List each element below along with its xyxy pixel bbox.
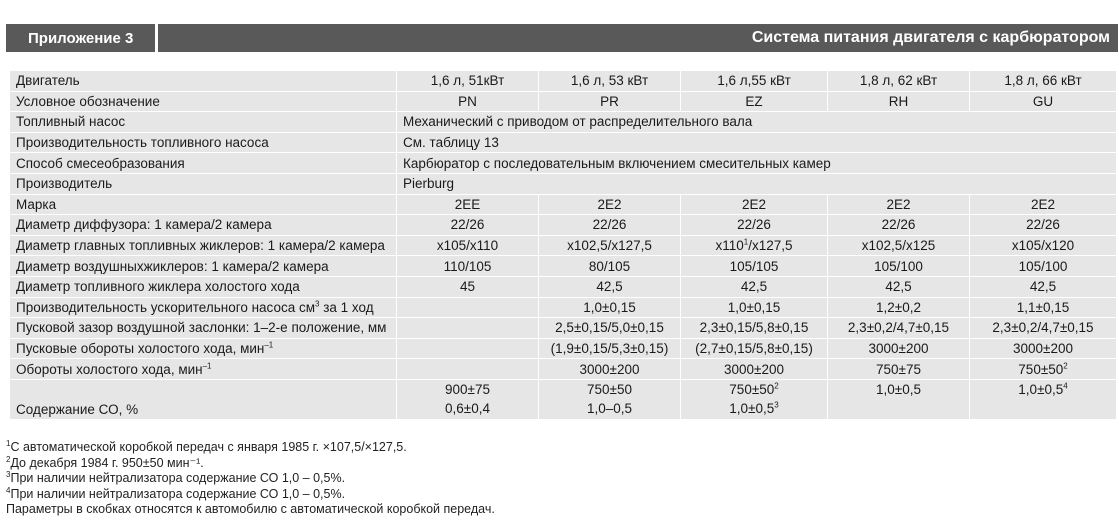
cell [397, 318, 539, 339]
footnotes [6, 440, 495, 518]
cell: 22/26 [397, 215, 539, 236]
cell [681, 379, 828, 419]
cell: (1,9±0,15/5,3±0,15) [539, 338, 681, 359]
label-text-rest: за 1 ход [319, 299, 374, 315]
cell: 3000±200 [970, 338, 1117, 359]
cell: 2,5±0,15/5,0±0,15 [539, 318, 681, 339]
cell: PR [539, 91, 681, 112]
cell: 2E2 [970, 194, 1117, 215]
row-label: Диаметр диффузора: 1 камера/2 камера [10, 215, 397, 236]
cell: 1,0±0,15 [681, 297, 828, 318]
cell: 22/26 [828, 215, 970, 236]
table-row [10, 91, 1117, 112]
cell-value-bottom-wrap [687, 399, 821, 419]
cell: RH [828, 91, 970, 112]
cell: (2,7±0,15/5,8±0,15) [681, 338, 828, 359]
row-label: Топливный насос [10, 112, 397, 133]
cell [681, 235, 828, 256]
appendix-label: Приложение 3 [28, 30, 134, 47]
cell: 1,8 л, 62 кВт [828, 71, 970, 92]
cell-value-bottom: 1,0–0,5 [586, 401, 633, 417]
cell-value-rest: /x127,5 [748, 238, 793, 254]
cell-value-bottom [834, 399, 963, 419]
cell: 1,6 л, 51кВт [397, 71, 539, 92]
cell: 750±75 [828, 359, 970, 380]
table-row [10, 318, 1117, 339]
row-label: Двигатель [10, 71, 397, 92]
table-row [10, 132, 1117, 153]
cell: 42,5 [539, 276, 681, 297]
footnote-text: При наличии нейтрализатора содержание СО 1,0 – 0,5%. [10, 486, 346, 501]
row-label: Способ смесеобразования [10, 153, 397, 174]
table-row [10, 71, 1117, 92]
cell: 1,0±0,15 [539, 297, 681, 318]
cell: 1,8 л, 66 кВт [970, 71, 1117, 92]
cell: GU [970, 91, 1117, 112]
cell: 42,5 [828, 276, 970, 297]
cell: Карбюратор с последовательным включением смесительных камер [397, 153, 1117, 174]
appendix-tab [14, 24, 158, 52]
cell: Pierburg [397, 173, 1117, 194]
superscript: 3 [315, 299, 320, 309]
row-label: Производительность топливного насоса [10, 132, 397, 153]
footnote-ref: 3 [774, 400, 779, 410]
cell: 2E2 [828, 194, 970, 215]
cell: 1,1±0,15 [970, 297, 1117, 318]
spec-table [9, 70, 1117, 420]
row-label: Диаметр воздушныхжиклеров: 1 камера/2 камера [10, 256, 397, 277]
cell: 105/100 [970, 256, 1117, 277]
table-row [10, 256, 1117, 277]
cell: 105/100 [828, 256, 970, 277]
table-row [10, 297, 1117, 318]
table-row [10, 194, 1117, 215]
row-label: Марка [10, 194, 397, 215]
cell: 2,3±0,2/4,7±0,15 [828, 318, 970, 339]
footnote-mark: 2 [6, 454, 11, 464]
cell: 80/105 [539, 256, 681, 277]
table-row [10, 153, 1117, 174]
cell [397, 379, 539, 419]
row-label: Пусковой зазор воздушной заслонки: 1–2-е положение, мм [10, 318, 397, 339]
row-label: Содержание СО, % [10, 379, 397, 419]
row-label [10, 359, 397, 380]
cell [828, 379, 970, 419]
footnote-text: При наличии нейтрализатора содержание СО 1,0 – 0,5%. [10, 471, 346, 485]
label-text: Обороты холостого хода, мин [16, 361, 203, 377]
footnote-text: Параметры в скобках относятся к автомобилю с автоматической коробкой передач. [6, 502, 495, 516]
row-label: Диаметр главных топливных жиклеров: 1 камера/2 камера [10, 235, 397, 256]
cell: 22/26 [681, 215, 828, 236]
footnote-text: С автоматической коробкой передач с января 1985 г. ×107,5/×127,5. [10, 440, 407, 454]
row-label [10, 338, 397, 359]
cell-value-top: 1,0±0,5 [876, 381, 921, 397]
cell: 22/26 [539, 215, 681, 236]
table-row [10, 215, 1117, 236]
cell: 2,3±0,2/4,7±0,15 [970, 318, 1117, 339]
cell-value-top: 1,0±0,5 [1018, 381, 1064, 397]
row-label [10, 297, 397, 318]
cell-value-top: 900±75 [445, 381, 490, 397]
cell: x105/x110 [397, 235, 539, 256]
cell: x102,5/x127,5 [539, 235, 681, 256]
table-row [10, 379, 1117, 419]
table-row [10, 173, 1117, 194]
table-row [10, 235, 1117, 256]
footnote [6, 456, 495, 472]
cell: 3000±200 [828, 338, 970, 359]
cell-value: x110 [715, 238, 744, 254]
cell: 1,2±0,2 [828, 297, 970, 318]
cell: x102,5/x125 [828, 235, 970, 256]
cell-value-top-wrap [687, 380, 821, 400]
cell: x105/x120 [970, 235, 1117, 256]
cell [397, 338, 539, 359]
row-label: Диаметр топливного жиклера холостого хода [10, 276, 397, 297]
row-label: Производитель [10, 173, 397, 194]
cell: 3000±200 [681, 359, 828, 380]
cell: 45 [397, 276, 539, 297]
cell: PN [397, 91, 539, 112]
row-label: Условное обозначение [10, 91, 397, 112]
cell [397, 359, 539, 380]
footnote-ref: 4 [1063, 381, 1068, 391]
cell: 22/26 [970, 215, 1117, 236]
superscript: –1 [264, 340, 274, 350]
cell: 42,5 [681, 276, 828, 297]
cell: 1,6 л, 53 кВт [539, 71, 681, 92]
cell: 110/105 [397, 256, 539, 277]
cell: 2E2 [681, 194, 828, 215]
cell: 2,3±0,15/5,8±0,15 [681, 318, 828, 339]
label-text: Пусковые обороты холостого хода, мин [16, 341, 265, 357]
cell-value-bottom: 0,6±0,4 [445, 401, 490, 417]
footnote-ref: 2 [1063, 361, 1068, 371]
footnote-ref: 2 [774, 381, 779, 391]
cell [970, 359, 1117, 380]
superscript: –1 [202, 361, 212, 371]
cell-value-bottom [976, 399, 1110, 419]
footnote [6, 502, 495, 518]
cell-value-top: 750±50 [729, 381, 775, 397]
cell-value-top-wrap [976, 380, 1110, 400]
table-row [10, 276, 1117, 297]
footnote [6, 487, 495, 503]
cell: 3000±200 [539, 359, 681, 380]
cell-value-top: 750±50 [587, 381, 632, 397]
cell: 1,6 л,55 кВт [681, 71, 828, 92]
footnote-mark: 1 [6, 438, 11, 448]
table-row [10, 359, 1117, 380]
footnote-ref: 1 [743, 237, 749, 247]
cell: EZ [681, 91, 828, 112]
table-row [10, 338, 1117, 359]
cell-value: 750±50 [1018, 361, 1064, 377]
cell-value-bottom: 1,0±0,5 [729, 401, 775, 417]
cell: 105/105 [681, 256, 828, 277]
label-text: Производительность ускорительного насоса см [16, 299, 316, 315]
cell: Механический с приводом от распределительного вала [397, 112, 1117, 133]
cell: 2EE [397, 194, 539, 215]
footnote-text: До декабря 1984 г. 950±50 мин⁻¹. [10, 455, 204, 470]
table-row [10, 112, 1117, 133]
footnote-mark: 3 [6, 469, 11, 479]
cell: 42,5 [970, 276, 1117, 297]
page-title: Система питания двигателя с карбюратором [751, 29, 1110, 46]
footnote [6, 440, 495, 456]
footnote-mark: 4 [6, 485, 11, 495]
cell [539, 379, 681, 419]
footnote [6, 471, 495, 487]
cell: См. таблицу 13 [397, 132, 1117, 153]
cell [970, 379, 1117, 419]
cell [397, 297, 539, 318]
cell: 2E2 [539, 194, 681, 215]
